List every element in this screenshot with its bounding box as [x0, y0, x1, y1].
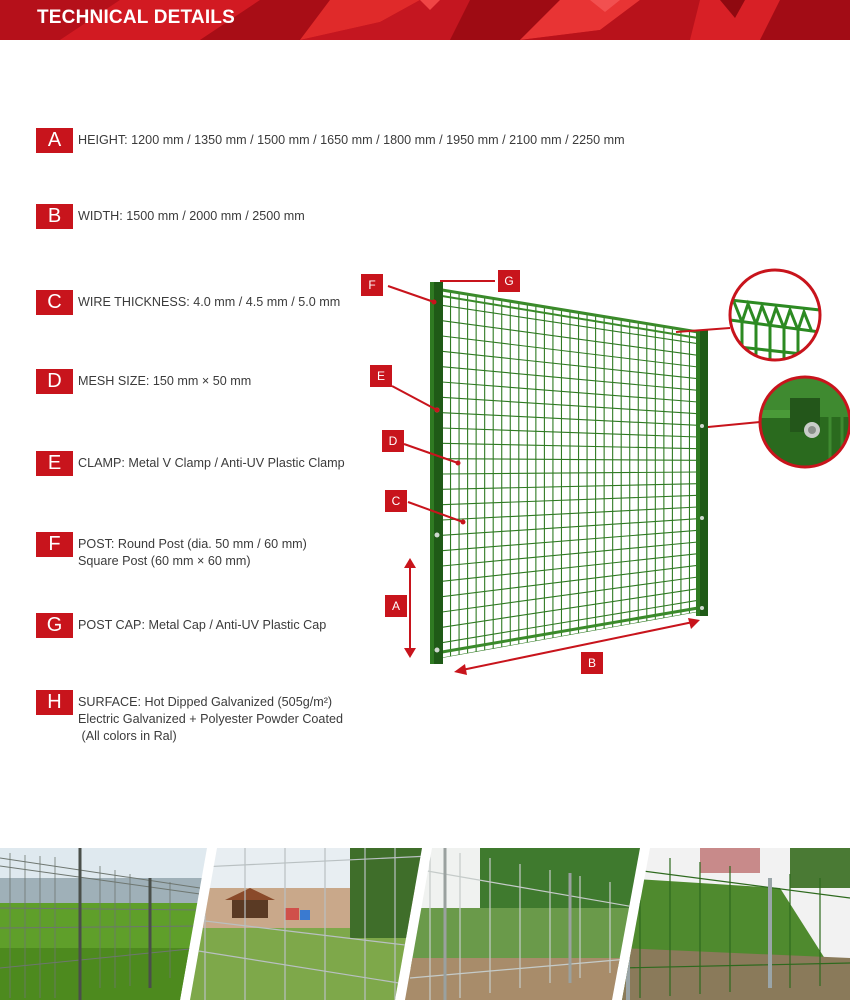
photo-road-fence — [400, 848, 645, 1000]
spec-line: Square Post (60 mm × 60 mm) — [78, 554, 251, 568]
spec-line: MESH SIZE: 150 mm × 50 mm — [78, 374, 252, 388]
diagram-label-g: G — [498, 270, 520, 292]
diagram-label-d: D — [382, 430, 404, 452]
spec-line: POST CAP: Metal Cap / Anti-UV Plastic Cap — [78, 618, 327, 632]
spec-line: Electric Galvanized + Polyester Powder Coated — [78, 712, 343, 726]
diagram-label-b: B — [581, 652, 603, 674]
spec-text — [78, 532, 307, 570]
spec-letter-badge: H — [36, 690, 73, 715]
fence-diagram — [350, 260, 850, 690]
diagram-label-e: E — [370, 365, 392, 387]
spec-text — [78, 204, 305, 225]
spec-line: CLAMP: Metal V Clamp / Anti-UV Plastic Clamp — [78, 456, 345, 470]
spec-line: WIDTH: 1500 mm / 2000 mm / 2500 mm — [78, 209, 305, 223]
diagram-label-c: C — [385, 490, 407, 512]
spec-wire-thickness — [36, 290, 340, 315]
spec-line: SURFACE: Hot Dipped Galvanized (505g/m²) — [78, 695, 333, 709]
spec-letter-badge: G — [36, 613, 73, 638]
spec-line: POST: Round Post (dia. 50 mm / 60 mm) — [78, 537, 307, 551]
spec-text — [78, 451, 345, 472]
spec-text — [78, 369, 251, 390]
spec-text — [78, 613, 326, 634]
photo-park — [180, 848, 430, 1000]
header-banner — [0, 0, 850, 40]
spec-letter-badge: E — [36, 451, 73, 476]
diagram-label-f: F — [361, 274, 383, 296]
spec-surface — [36, 690, 343, 745]
photo-rice-field — [0, 848, 210, 1000]
photo-strip — [0, 848, 850, 1000]
spec-text — [78, 128, 625, 149]
spec-height — [36, 128, 625, 153]
spec-letter-badge: C — [36, 290, 73, 315]
spec-letter-badge: A — [36, 128, 73, 153]
spec-mesh-size — [36, 369, 251, 394]
diagram-label-a: A — [385, 595, 407, 617]
fence-illustration — [350, 260, 850, 690]
spec-letter-badge: F — [36, 532, 73, 557]
spec-width — [36, 204, 305, 229]
page-title: TECHNICAL DETAILS — [37, 7, 235, 28]
spec-letter-badge: D — [36, 369, 73, 394]
photo-slope-fence — [620, 848, 850, 1000]
spec-letter-badge: B — [36, 204, 73, 229]
spec-post-cap — [36, 613, 326, 638]
spec-line: (All colors in Ral) — [78, 729, 177, 743]
spec-clamp — [36, 451, 345, 476]
spec-text — [78, 290, 340, 311]
spec-post — [36, 532, 307, 570]
fence-photos — [0, 848, 850, 1000]
spec-line: HEIGHT: 1200 mm / 1350 mm / 1500 mm / 1650 mm / 1800 mm / 1950 mm / 2100 mm / 2250 mm — [78, 133, 625, 147]
spec-line: WIRE THICKNESS: 4.0 mm / 4.5 mm / 5.0 mm — [78, 295, 341, 309]
spec-text — [78, 690, 343, 745]
